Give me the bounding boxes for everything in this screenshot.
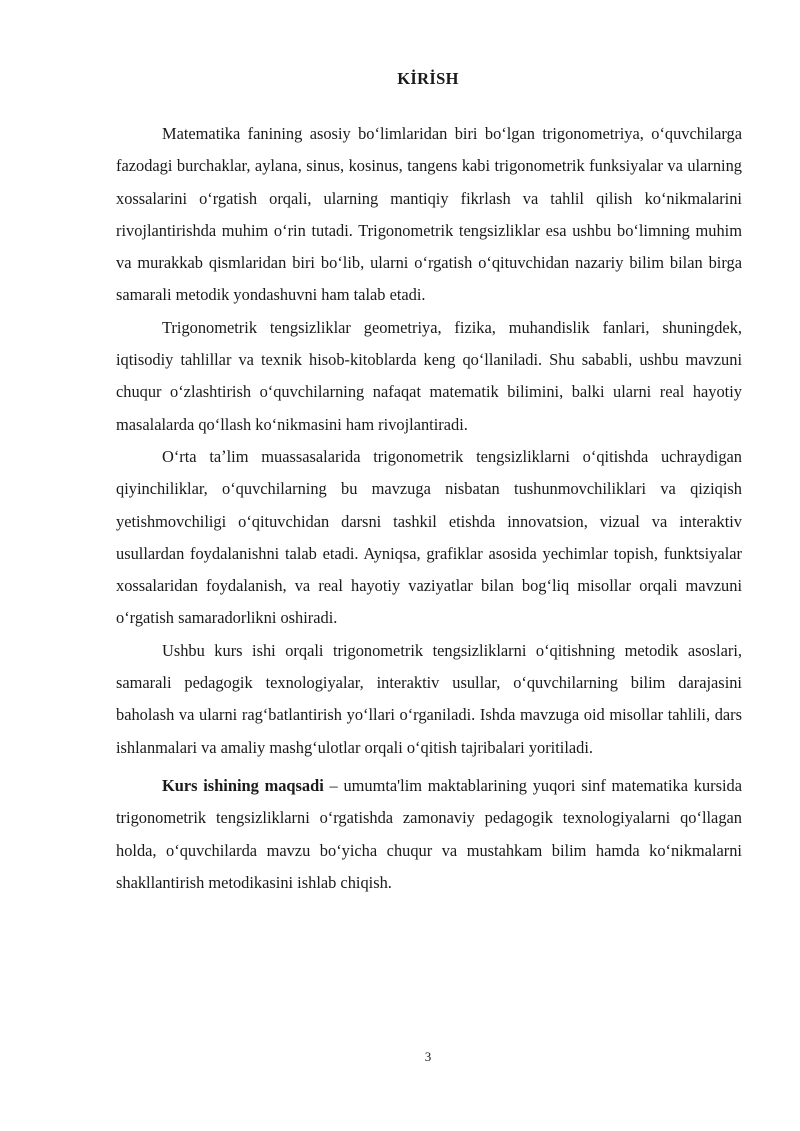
goal-text: – umumta'lim maktablarining yuqori sinf matematika kursida trigonometrik tengsizliklarni oʻrgatishda zamonaviy pedagogik texnologiyalarni qoʻllagan holda, oʻquvchilarda mavzu boʻyicha chuqur va mustahkam bilim hamda koʻnikmalarni shakllantirish metodikasini ishlab chiqish. — [116, 775, 742, 892]
paragraph-intro-1: Matematika fanining asosiy boʻlimlaridan biri boʻlgan trigonometriya, oʻquvchilarga fazodagi burchaklar, aylana, sinus, kosinus, tangens kabi trigonometrik funksiyalar va ularning xossalarini oʻrgatish orqali, ularning mantiqiy fikrlash va tahlil qilish koʻnikmalarini rivojlantirishda muhim oʻrin tutadi. Trigonometrik tengsizliklar esa ushbu boʻlimning muhim va murakkab qismlaridan biri boʻlib, ularni oʻrgatish oʻqituvchidan nazariy bilim bilan birga samarali metodik yondashuvni ham talab etadi. — [116, 124, 742, 305]
section-title: KİRİSH — [397, 69, 459, 88]
paragraph-intro-3: Oʻrta taʼlim muassasalarida trigonometrik tengsizliklarni oʻqitishda uchraydigan qiyinchiliklar, oʻquvchilarning bu mavzuga nisbatan tushunmovchiliklari va qiziqish yetishmovchiligi oʻqituvchidan darsni tashkil etishda innovatsion, vizual va interaktiv usullardan foydalanishni talab etadi. Ayniqsa, grafiklar asosida yechimlar topish, funktsiyalar xossalaridan foydalanish, va real hayotiy vaziyatlar bilan bogʻliq misollar orqali mavzuni oʻrgatish samaradorlikni oshiradi. — [116, 446, 742, 628]
goal-label: Kurs ishining maqsadi — [162, 775, 324, 795]
page-number: 3 — [424, 1049, 432, 1064]
paragraph-intro-2: Trigonometrik tengsizliklar geometriya, fizika, muhandislik fanlari, shuningdek, iqtisodiy tahlillar va texnik hisob-kitoblarda keng qoʻllaniladi. Shu sababli, ushbu mavzuni chuqur oʻzlashtirish oʻquvchilarning nafaqat matematik bilimini, balki ularni real hayotiy masalalarda qoʻllash koʻnikmasini ham rivojlantiradi. — [116, 317, 742, 434]
paragraph-goal — [116, 770, 742, 899]
paragraph-intro-4: Ushbu kurs ishi orqali trigonometrik tengsizliklarni oʻqitishning metodik asoslari, samarali pedagogik texnologiyalar, interaktiv usullar, oʻquvchilarning bilim darajasini baholash va ularni ragʻbatlantirish yoʻllari oʻrganiladi. Ishda mavzuga oid misollar tahlili, dars ishlanmalari va amaliy mashgʻulotlar orqali oʻqitish tajribalari yoritiladi. — [116, 640, 742, 757]
document-body — [116, 118, 742, 899]
